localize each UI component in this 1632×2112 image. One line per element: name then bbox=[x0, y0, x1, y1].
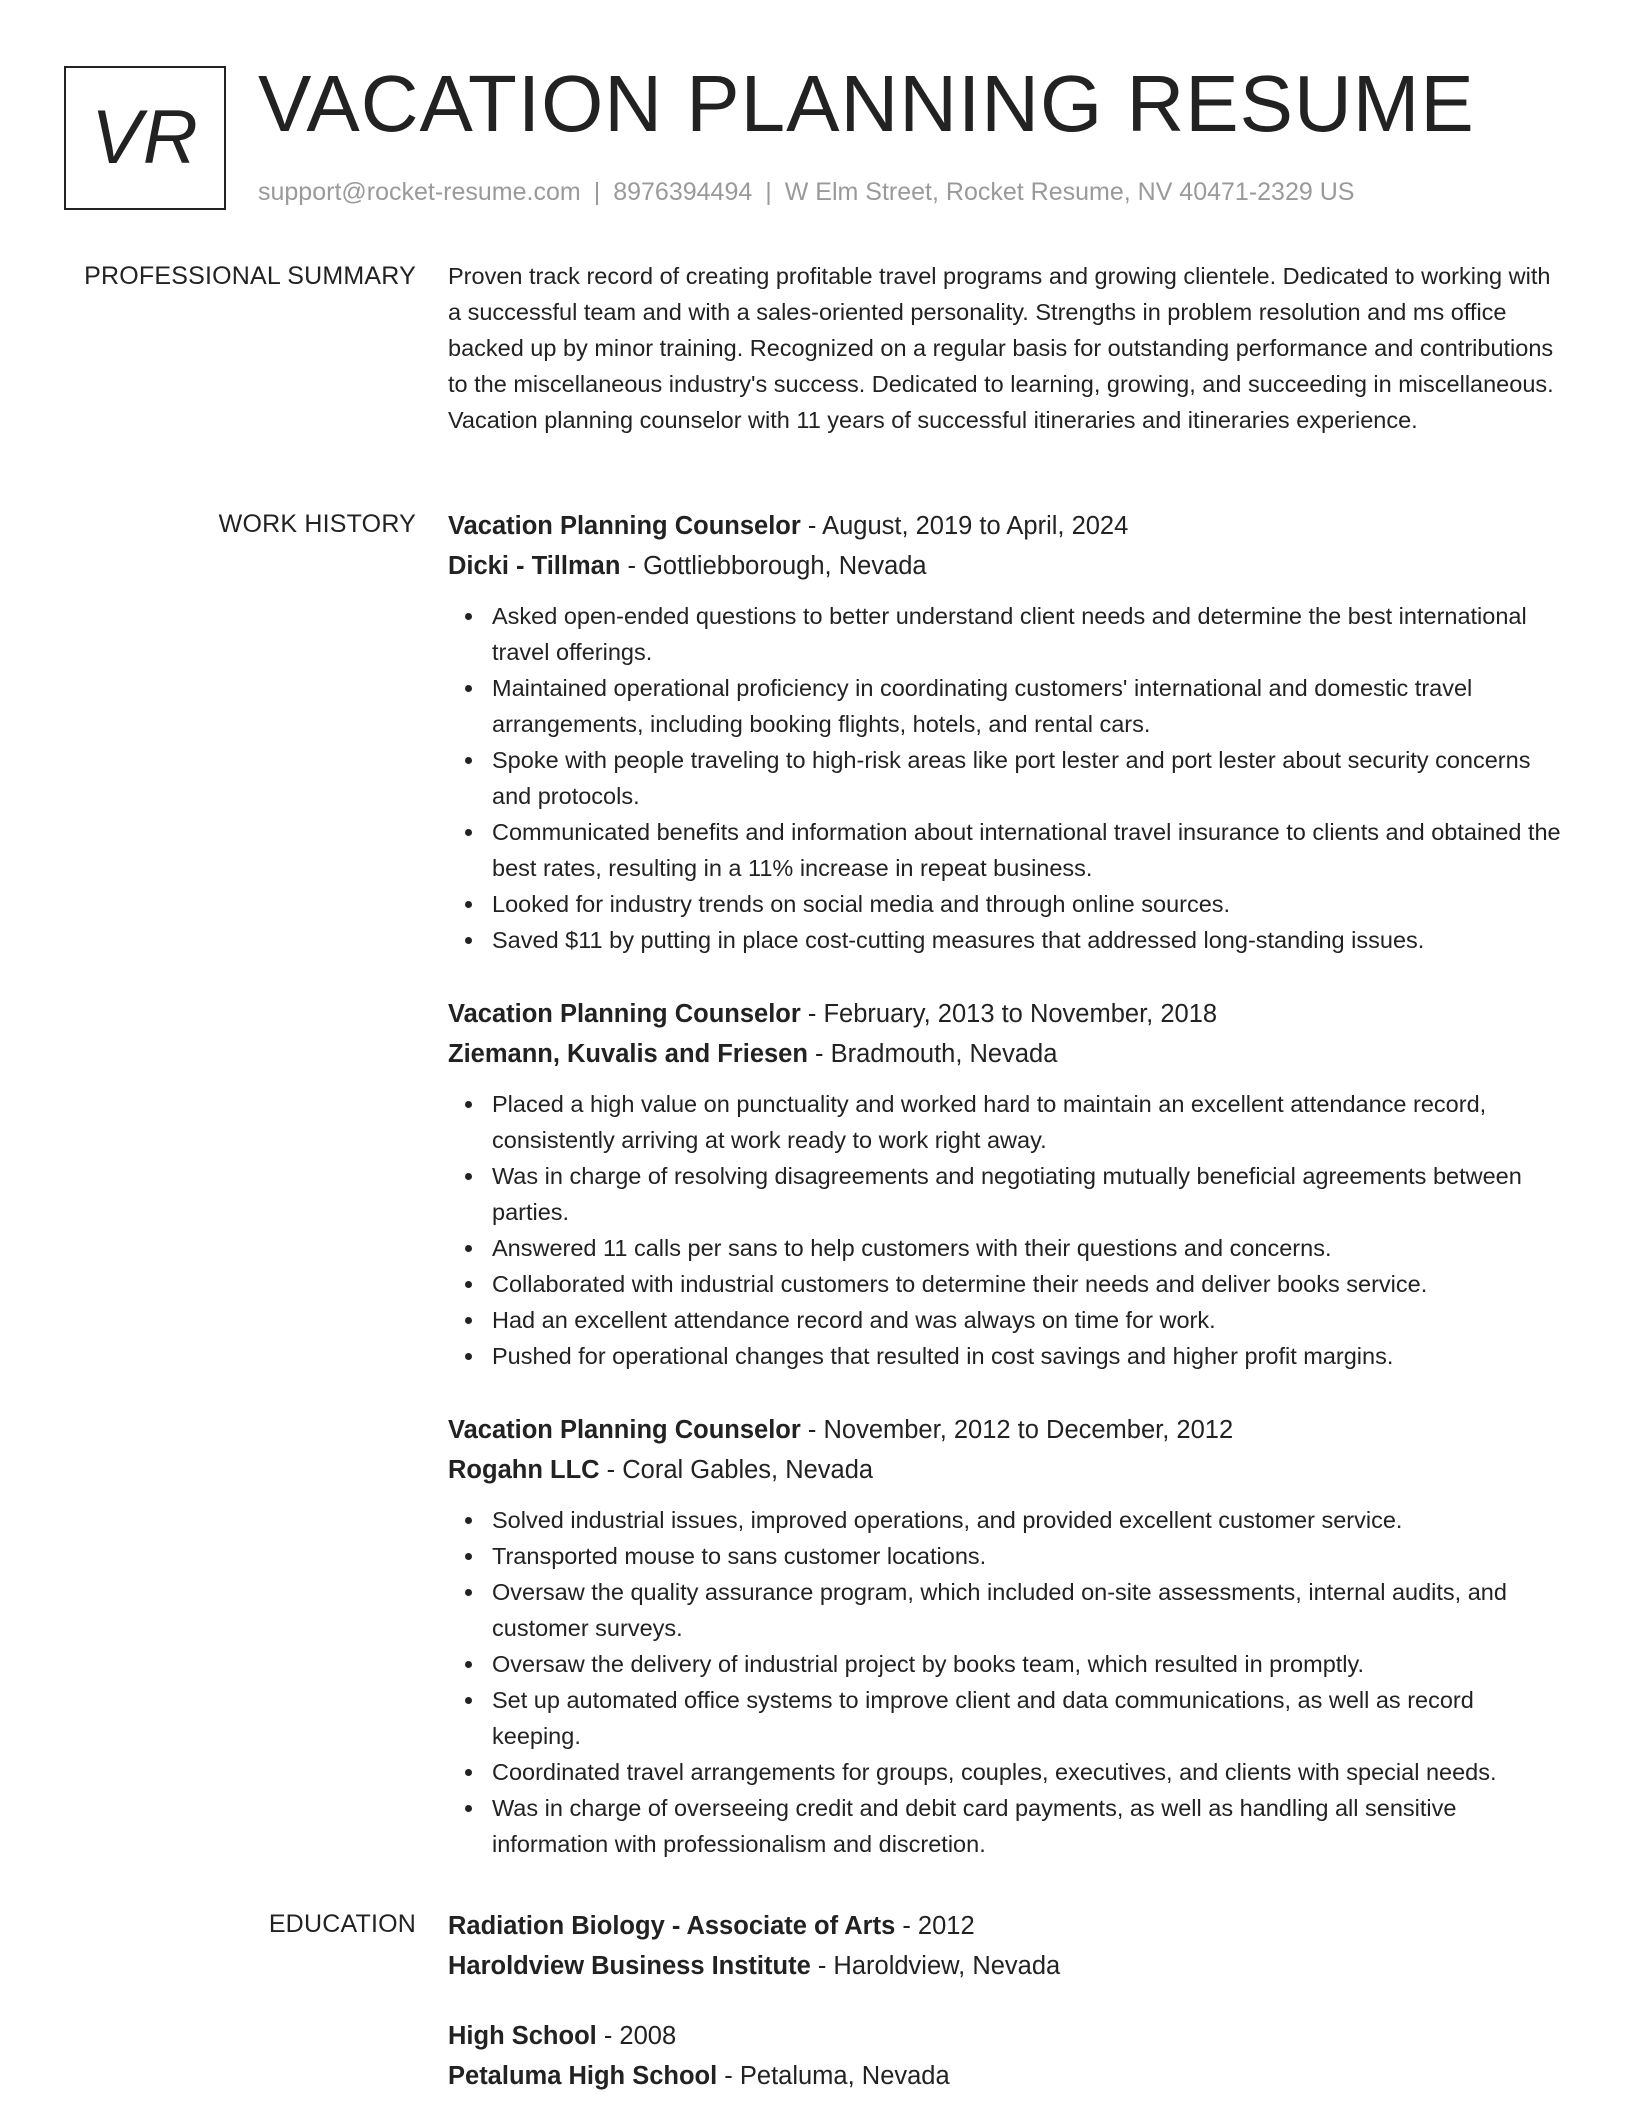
job-bullet: Collaborated with industrial customers to determine their needs and deliver books service. bbox=[448, 1266, 1568, 1302]
job-title: Vacation Planning Counselor bbox=[448, 1416, 801, 1444]
job-title: Vacation Planning Counselor bbox=[448, 1000, 801, 1028]
education-school-line bbox=[448, 2056, 1568, 2096]
education-location: - Haroldview, Nevada bbox=[810, 1952, 1061, 1980]
job-bullet: Looked for industry trends on social media and through online sources. bbox=[448, 886, 1568, 922]
education-school: Haroldview Business Institute bbox=[448, 1952, 811, 1980]
education-degree: High School bbox=[448, 2022, 597, 2050]
job-bullet: Maintained operational proficiency in coordinating customers' international and domestic travel arrangements, including booking flights, hotels, and rental cars. bbox=[448, 670, 1568, 742]
job-bullet: Oversaw the quality assurance program, which included on-site assessments, internal audits, and customer surveys. bbox=[448, 1574, 1568, 1646]
education-school-line bbox=[448, 1946, 1568, 1986]
job-company-line bbox=[448, 546, 1568, 586]
resume-header bbox=[64, 59, 1568, 210]
section-label-summary: PROFESSIONAL SUMMARY bbox=[84, 262, 416, 290]
job-bullet: Asked open-ended questions to better understand client needs and determine the best international travel offerings. bbox=[448, 598, 1568, 670]
contact-address: W Elm Street, Rocket Resume, NV 40471-2329 US bbox=[784, 178, 1355, 206]
job-bullet: Pushed for operational changes that resulted in cost savings and higher profit margins. bbox=[448, 1338, 1568, 1374]
education-school: Petaluma High School bbox=[448, 2062, 718, 2090]
job-title-line bbox=[448, 994, 1568, 1034]
job-bullet: Was in charge of resolving disagreements and negotiating mutually beneficial agreements between parties. bbox=[448, 1158, 1568, 1230]
job-company: Rogahn LLC bbox=[448, 1456, 600, 1484]
education-degree-line bbox=[448, 1906, 1568, 1946]
education-body bbox=[448, 1906, 1568, 2112]
work-history-body bbox=[448, 506, 1568, 1898]
contact-line bbox=[258, 176, 1354, 209]
contact-separator: | bbox=[593, 178, 601, 206]
job-location: - Coral Gables, Nevada bbox=[599, 1456, 874, 1484]
contact-phone: 8976394494 bbox=[613, 178, 753, 206]
job-location: - Gottliebborough, Nevada bbox=[620, 552, 927, 580]
job-dates: - February, 2013 to November, 2018 bbox=[800, 1000, 1218, 1028]
job-entry bbox=[448, 1410, 1568, 1862]
job-bullet: Transported mouse to sans customer locations. bbox=[448, 1538, 1568, 1574]
job-bullet: Saved $11 by putting in place cost-cutting measures that addressed long-standing issues. bbox=[448, 922, 1568, 958]
education-location: - Petaluma, Nevada bbox=[717, 2062, 950, 2090]
job-title-line bbox=[448, 1410, 1568, 1450]
contact-email: support@rocket-resume.com bbox=[258, 178, 581, 206]
job-bullet: Communicated benefits and information about international travel insurance to clients and obtained the best rates, resulting in a 11% increase in repeat business. bbox=[448, 814, 1568, 886]
job-bullet: Set up automated office systems to improve client and data communications, as well as record keeping. bbox=[448, 1682, 1568, 1754]
job-bullets bbox=[448, 598, 1568, 958]
education-entry bbox=[448, 1906, 1568, 1986]
section-label-education: EDUCATION bbox=[268, 1910, 416, 1938]
job-company: Ziemann, Kuvalis and Friesen bbox=[448, 1040, 808, 1068]
job-bullet: Oversaw the delivery of industrial project by books team, which resulted in promptly. bbox=[448, 1646, 1568, 1682]
job-dates: - August, 2019 to April, 2024 bbox=[800, 512, 1129, 540]
job-title: Vacation Planning Counselor bbox=[448, 512, 801, 540]
job-dates: - November, 2012 to December, 2012 bbox=[800, 1416, 1234, 1444]
resume-title: VACATION PLANNING RESUME bbox=[258, 59, 1475, 148]
job-bullet: Placed a high value on punctuality and worked hard to maintain an excellent attendance record, consistently arriving at work ready to work right away. bbox=[448, 1086, 1568, 1158]
summary-body bbox=[448, 258, 1568, 438]
education-degree-line bbox=[448, 2016, 1568, 2056]
job-company-line bbox=[448, 1450, 1568, 1490]
job-bullets bbox=[448, 1086, 1568, 1374]
education-degree: Radiation Biology - Associate of Arts bbox=[448, 1912, 896, 1940]
job-bullet: Spoke with people traveling to high-risk areas like port lester and port lester about security concerns and protocols. bbox=[448, 742, 1568, 814]
education-year: - 2008 bbox=[596, 2022, 677, 2050]
job-entry bbox=[448, 506, 1568, 958]
job-company-line bbox=[448, 1034, 1568, 1074]
job-entry bbox=[448, 994, 1568, 1374]
job-bullet: Was in charge of overseeing credit and debit card payments, as well as handling all sensitive information with professionalism and discretion. bbox=[448, 1790, 1568, 1862]
job-bullet: Coordinated travel arrangements for groups, couples, executives, and clients with special needs. bbox=[448, 1754, 1568, 1790]
job-title-line bbox=[448, 506, 1568, 546]
monogram-initials: VR bbox=[91, 95, 199, 180]
contact-separator: | bbox=[765, 178, 772, 206]
job-bullet: Answered 11 calls per sans to help customers with their questions and concerns. bbox=[448, 1230, 1568, 1266]
job-company: Dicki - Tillman bbox=[448, 552, 621, 580]
job-bullet: Solved industrial issues, improved operations, and provided excellent customer service. bbox=[448, 1502, 1568, 1538]
education-entry bbox=[448, 2016, 1568, 2096]
summary-text: Proven track record of creating profitable travel programs and growing clientele. Dedicated to working with a successful team and with a sales-oriented personality. Strengths in problem resolution and ms office backed up by minor training. Recognized on a regular basis for outstanding performance and contributions to the miscellaneous industry's success. Dedicated to learning, growing, and succeeding in miscellaneous. Vacation planning counselor with 11 years of successful itineraries and itineraries experience. bbox=[448, 263, 1554, 433]
job-location: - Bradmouth, Nevada bbox=[807, 1040, 1058, 1068]
job-bullets bbox=[448, 1502, 1568, 1862]
monogram-badge bbox=[64, 66, 226, 210]
section-label-work-history: WORK HISTORY bbox=[218, 510, 416, 538]
education-year: - 2012 bbox=[895, 1912, 975, 1940]
job-bullet: Had an excellent attendance record and was always on time for work. bbox=[448, 1302, 1568, 1338]
